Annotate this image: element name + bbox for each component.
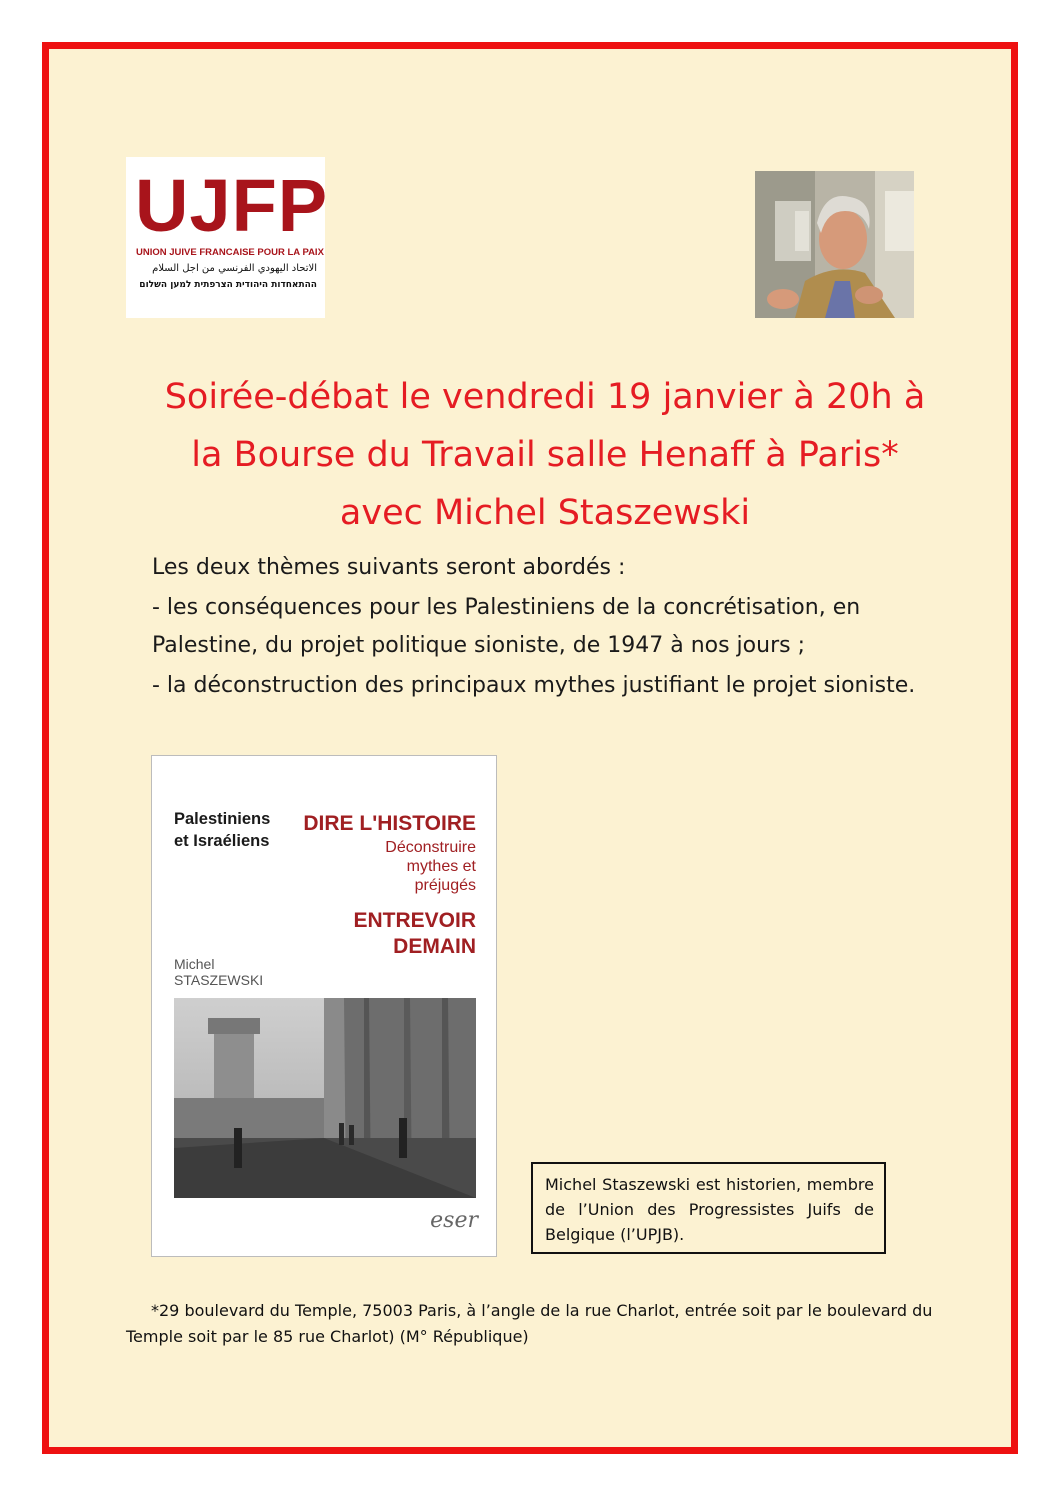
book-author-first: Michel: [174, 956, 215, 972]
logo-hebrew-text: ההתאחדות היהודית הצרפתית למען השלום: [139, 280, 317, 290]
speaker-bio-box: Michel Staszewski est historien, membre de l’Union des Progressistes Juifs de Belgique (l’UPJB).: [531, 1162, 886, 1254]
description-intro: Les deux thèmes suivants seront abordés :: [152, 555, 626, 580]
footnote-text: *29 boulevard du Temple, 75003 Paris, à l’angle de la rue Charlot, entrée soit par le boulevard du Temple soit par le 85 rue Charlot) (M° République): [126, 1301, 933, 1346]
book-title-2-line-2: DEMAIN: [393, 935, 476, 958]
book-title-2-line-1: ENTREVOIR: [353, 909, 476, 932]
title-line-3: avec Michel Staszewski: [339, 493, 751, 533]
book-publisher: eser: [430, 1208, 478, 1233]
book-title-1: DIRE L'HISTOIRE: [303, 812, 476, 835]
venue-footnote: [126, 1298, 936, 1350]
logo-acronym: UJFP: [135, 164, 329, 247]
book-series-line-2: et Israéliens: [174, 832, 270, 850]
book-subtitle: [302, 838, 476, 895]
book-series-line-1: Palestiniens: [174, 810, 271, 828]
book-title-2: [302, 908, 476, 960]
logo-arabic-text: الاتحاد اليهودي الفرنسي من اجل السلام: [152, 263, 317, 274]
ujfp-logo: [126, 157, 329, 318]
description-item-2: - la déconstruction des principaux mythes justifiant le projet sioniste.: [152, 673, 916, 698]
book-cover: [151, 755, 497, 1257]
book-subtitle-line-1: Déconstruire: [385, 839, 476, 856]
title-line-2: la Bourse du Travail salle Henaff à Paris*: [191, 435, 899, 475]
book-series: [174, 808, 270, 852]
event-title: [130, 368, 960, 542]
book-author-last: STASZEWSKI: [174, 972, 264, 988]
title-line-1: Soirée-débat le vendredi 19 janvier à 20h à: [164, 377, 926, 417]
description-item-1-line-2: Palestine, du projet politique sioniste, de 1947 à nos jours ;: [152, 633, 805, 658]
speaker-photo: [755, 171, 914, 318]
event-description: [152, 548, 962, 706]
book-cover-photo: [174, 998, 476, 1198]
description-item-1-line-1: - les conséquences pour les Palestiniens de la concrétisation, en: [152, 595, 861, 620]
book-subtitle-line-3: préjugés: [414, 877, 476, 894]
book-subtitle-line-2: mythes et: [406, 858, 476, 875]
book-author: [174, 956, 263, 988]
logo-subtitle: UNION JUIVE FRANCAISE POUR LA PAIX: [136, 247, 324, 258]
